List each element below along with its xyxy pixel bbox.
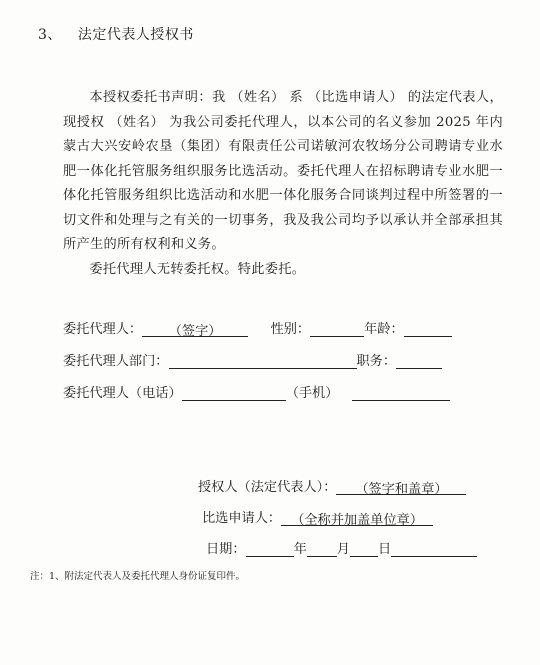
declaration-line-2: 现授权 （姓名） 为我公司委托代理人，以本公司的名义参加 2025 年内蒙古大兴安岭农垦（集团）有限责任公司诺敏河农牧场分公司聘请专业水肥一体化托管服务组织服务比选活动。委托代理人在招标聘请专业水肥一体化托管服务组织比选活动和水肥一体化服务合同谈判过程中所签署的一切文件和处理与之有关的一切事务，我及我公司均予以承认并全部承担其所产生的所有权利和义务。 [63,114,503,252]
dept-label: 委托代理人部门： [63,354,169,369]
year-label: 年 [293,542,307,557]
agent-label: 委托代理人： [63,322,143,337]
footnote: 注：1、附法定代表人及委托代理人身份证复印件。 [30,571,246,582]
age-field[interactable] [404,320,452,337]
phone-label: 委托代理人（电话） [63,386,182,401]
applicant-label: 比选申请人： [202,511,282,526]
agent-sign-field[interactable] [142,320,248,337]
section-number: 3、 [38,27,62,43]
mobile-label: （手机） [285,386,339,401]
age-label: 年龄： [364,322,404,337]
declaration-body [63,86,503,282]
date-day-field[interactable] [350,540,378,557]
agent-sign-hint: （签字） [168,324,222,339]
declaration-paragraph-1 [63,86,503,258]
date-trailing-line [391,540,477,557]
month-label: 月 [336,542,350,557]
authorizer-label: 授权人（法定代表人）： [198,480,337,495]
day-label: 日 [377,542,392,557]
dept-row [63,350,442,369]
position-field[interactable] [396,352,442,369]
gender-label: 性别： [270,322,311,337]
section-title: 法定代表人授权书 [77,27,194,43]
declaration-line-1: 本授权委托书声明：我 （姓名） 系 （比选申请人） 的法定代表人， [89,90,503,105]
date-month-field[interactable] [307,540,337,557]
applicant-field[interactable] [281,509,433,526]
phone-field[interactable] [182,384,286,401]
date-label: 日期： [206,542,246,557]
section-heading [38,24,194,44]
date-year-field[interactable] [246,540,294,557]
applicant-hint: （全称并加盖单位章） [291,513,424,528]
dept-field[interactable] [169,352,357,369]
date-row [206,538,477,557]
authorizer-field[interactable] [336,478,466,495]
position-label: 职务： [356,354,397,369]
applicant-row [202,507,433,526]
phone-row [63,382,450,401]
authorizer-row [198,476,466,495]
declaration-paragraph-2: 委托代理人无转委托权。特此委托。 [89,261,306,277]
mobile-field[interactable] [352,384,450,401]
authorizer-hint: （签字和盖章） [355,482,448,497]
agent-row [63,318,452,337]
gender-field[interactable] [310,320,364,337]
